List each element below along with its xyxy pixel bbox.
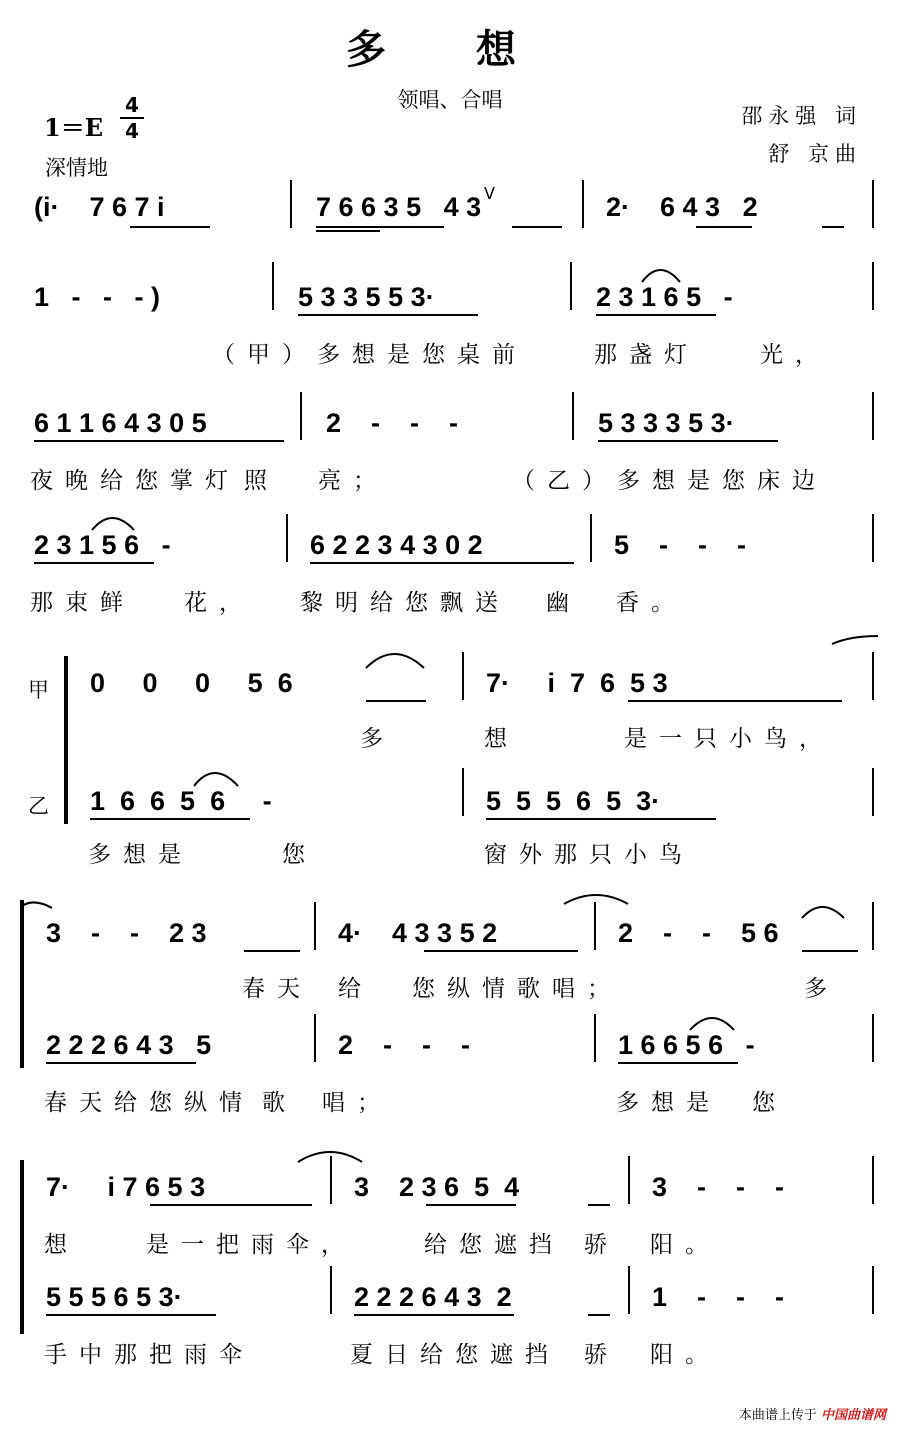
lower-notes-m5: 1 6 6 5 6 - [618, 1030, 755, 1060]
notes-m6: 2 3 1 6 5 - [596, 282, 733, 312]
slur-2 [92, 518, 134, 530]
lower-notes-m3: 2 2 2 6 4 3 5 [46, 1030, 212, 1060]
lower-notes-m7: 2 2 2 6 4 3 2 [354, 1282, 512, 1312]
lyric-line: 阳。 [650, 1342, 720, 1368]
lyric-line: 花， [184, 590, 254, 616]
lyric-line: 歌 [262, 1090, 297, 1116]
lyric-line: 给 [338, 976, 373, 1002]
lyric-line: 是一只小鸟， [624, 726, 834, 752]
notes-m8: 2 - - - [326, 408, 459, 438]
slur-5 [194, 773, 238, 786]
footer-prefix: 本曲谱上传于 [738, 1408, 817, 1423]
time-signature-top: 4 [125, 93, 139, 117]
lyric-line: 想 [484, 726, 519, 752]
lyric-line: 您纵情歌唱； [412, 976, 622, 1002]
lower-notes-m6: 5 5 5 6 5 3· [46, 1282, 183, 1312]
lyric-line: 多想是 [88, 842, 193, 868]
intro-notes-m3: 2· 6 4 3 2 [606, 192, 758, 222]
tempo-marking: 深情地 [45, 156, 108, 180]
lyric-line: 手中那把雨伞 [44, 1342, 254, 1368]
lyric-line: 夜晚给您掌灯 [30, 468, 240, 494]
slur-8 [802, 907, 844, 918]
performance-type: 领唱、合唱 [397, 88, 503, 112]
lyric-line: 阳。 [650, 1232, 720, 1258]
footer-watermark [739, 1404, 886, 1423]
slur-10 [298, 1152, 362, 1162]
notes-m5: 5 3 3 5 5 3· [298, 282, 435, 312]
lyric-line: 唱； [322, 1090, 392, 1116]
song-title: 多 想 [346, 27, 554, 73]
voice-label-upper: 甲 [28, 678, 49, 702]
lyric-line: 香。 [616, 590, 686, 616]
lower-notes-m4: 2 - - - [338, 1030, 471, 1060]
upper-notes-m6: 7· i 7 6 5 3 [46, 1172, 206, 1202]
upper-notes-m2: 7· i 7 6 5 3 [486, 668, 668, 698]
notes-m12: 5 - - - [614, 530, 747, 560]
lyric-line: 多 [804, 976, 839, 1002]
lyric-line: 多想是 [616, 1090, 721, 1116]
lyric-line: 是一把雨伞， [146, 1232, 356, 1258]
notes-m4: 1 - - - ) [34, 282, 160, 312]
lyric-line: 给您遮挡 [424, 1232, 564, 1258]
lyric-line: （甲）多想是您桌前 [212, 342, 527, 368]
slur-9 [690, 1018, 734, 1030]
lyric-line: 幽 [546, 590, 581, 616]
lyric-line: 窗外那只小鸟 [484, 842, 694, 868]
voice-label-lower: 乙 [28, 794, 49, 818]
slur-3 [366, 654, 424, 668]
slur-1 [642, 270, 680, 282]
composer-credit: 舒 京曲 [768, 142, 862, 166]
upper-notes-m7: 3 2 3 6 5 4 [354, 1172, 520, 1202]
lower-notes-m1: 1 6 6 5 6 - [90, 786, 272, 816]
intro-notes-m1: (i· 7 6 7 i [34, 192, 165, 222]
lyric-line: 多 [360, 726, 395, 752]
lyric-line: 您 [752, 1090, 787, 1116]
lyric-line: 亮； [318, 468, 388, 494]
time-signature-bottom: 4 [125, 119, 139, 143]
lyricist-credit: 邵永强 词 [741, 104, 862, 128]
upper-notes-m4: 4· 4 3 3 5 2 [338, 918, 498, 948]
notes-m10: 2 3 1 5 6 - [34, 530, 171, 560]
key-signature: 1＝E [44, 113, 103, 142]
lyric-line: 春天 [242, 976, 312, 1002]
slur-6 [22, 902, 52, 908]
breath-mark: ᐯ [484, 184, 495, 203]
lower-notes-m8: 1 - - - [652, 1282, 785, 1312]
slur-7 [564, 895, 628, 904]
lower-notes-m2: 5 5 5 6 5 3· [486, 786, 661, 816]
lyric-line: 骄 [584, 1342, 619, 1368]
slur-4 [832, 636, 878, 644]
notes-m11: 6 2 2 3 4 3 0 2 [310, 530, 483, 560]
lyric-line: 黎明给您飘送 [300, 590, 510, 616]
site-logo[interactable]: 中国曲谱网 [820, 1408, 886, 1423]
lyric-line: 想 [44, 1232, 79, 1258]
lyric-line: 您 [282, 842, 317, 868]
notes-m9: 5 3 3 3 5 3· [598, 408, 735, 438]
lyric-line: 春天给您纵情 [44, 1090, 254, 1116]
lyric-line: 那盏灯 [594, 342, 699, 368]
lyric-line: 照 [244, 468, 279, 494]
lyric-line: （乙）多想是您床边 [512, 468, 827, 494]
lyric-line: 光， [760, 342, 830, 368]
upper-notes-m1: 0 0 0 5 6 [90, 668, 293, 698]
lyric-line: 骄 [584, 1232, 619, 1258]
lyric-line: 夏日给您遮挡 [350, 1342, 560, 1368]
upper-notes-m3: 3 - - 2 3 [46, 918, 207, 948]
lyric-line: 那束鲜 [30, 590, 135, 616]
upper-notes-m8: 3 - - - [652, 1172, 785, 1202]
intro-notes-m2: 7 6 6 3 5 4 3 [316, 192, 482, 222]
upper-notes-m5: 2 - - 5 6 [618, 918, 779, 948]
notes-m7: 6 1 1 6 4 3 0 5 [34, 408, 207, 438]
